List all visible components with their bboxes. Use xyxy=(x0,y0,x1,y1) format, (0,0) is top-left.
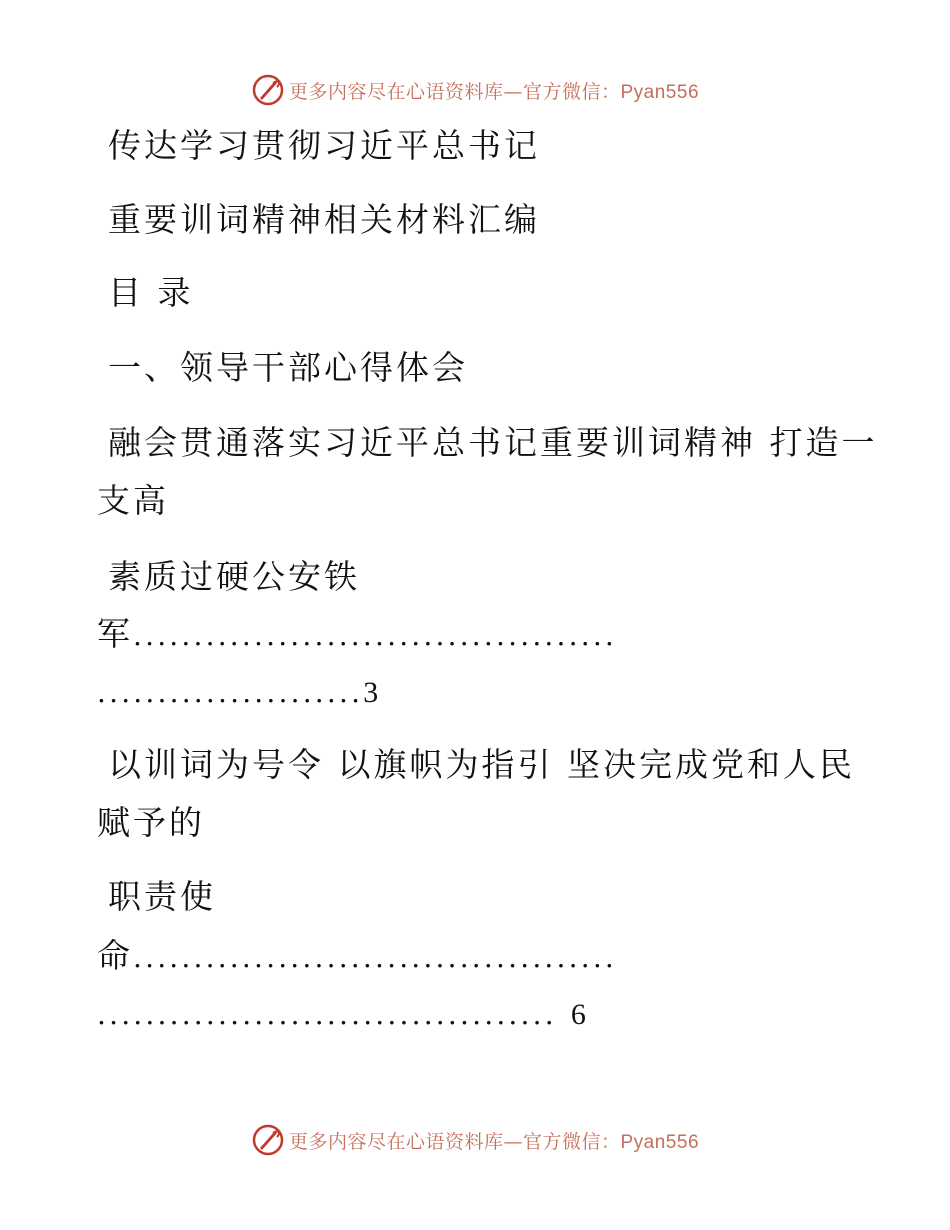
toc-entry-1-title: 融会贯通落实习近平总书记重要训词精神 打造一 xyxy=(108,423,878,462)
toc-leader-dots: ........................................ xyxy=(133,619,618,652)
toc-entry-1-title-end: 军........................................ xyxy=(97,614,618,653)
toc-entry-1-title-wrap: 支高 xyxy=(97,481,169,520)
toc-heading: 目 录 xyxy=(108,273,194,312)
watermark-text: 更多内容尽在心语资料库—官方微信：Pyan556 xyxy=(288,1130,700,1153)
watermark-banner-top xyxy=(0,70,950,110)
toc-entry-2-title-wrap: 赋予的 xyxy=(97,803,205,842)
toc-entry-2-page: 6 xyxy=(570,998,586,1031)
toc-entry-1-title-cont: 素质过硬公安铁 xyxy=(108,557,360,596)
toc-section-heading: 一、领导干部心得体会 xyxy=(108,348,468,387)
quill-logo-icon xyxy=(251,73,285,107)
watermark-text: 更多内容尽在心语资料库—官方微信：Pyan556 xyxy=(288,80,700,103)
quill-logo-icon xyxy=(251,1123,285,1157)
watermark-banner-bottom xyxy=(0,1120,950,1160)
toc-entry-2-leader: ...................................... 6 xyxy=(97,998,586,1031)
toc-leader-dots: ........................................ xyxy=(133,941,618,974)
doc-title-line-1: 传达学习贯彻习近平总书记 xyxy=(108,126,540,165)
doc-title-line-2: 重要训词精神相关材料汇编 xyxy=(108,200,540,239)
toc-entry-1-page: 3 xyxy=(363,676,379,709)
toc-entry-1-leader: ......................3 xyxy=(97,676,379,709)
toc-entry-2-title-cont: 职责使 xyxy=(108,877,216,916)
toc-entry-2-title-end: 命........................................ xyxy=(97,936,618,975)
toc-entry-2-title: 以训词为号令 以旗帜为指引 坚决完成党和人民 xyxy=(108,745,855,784)
